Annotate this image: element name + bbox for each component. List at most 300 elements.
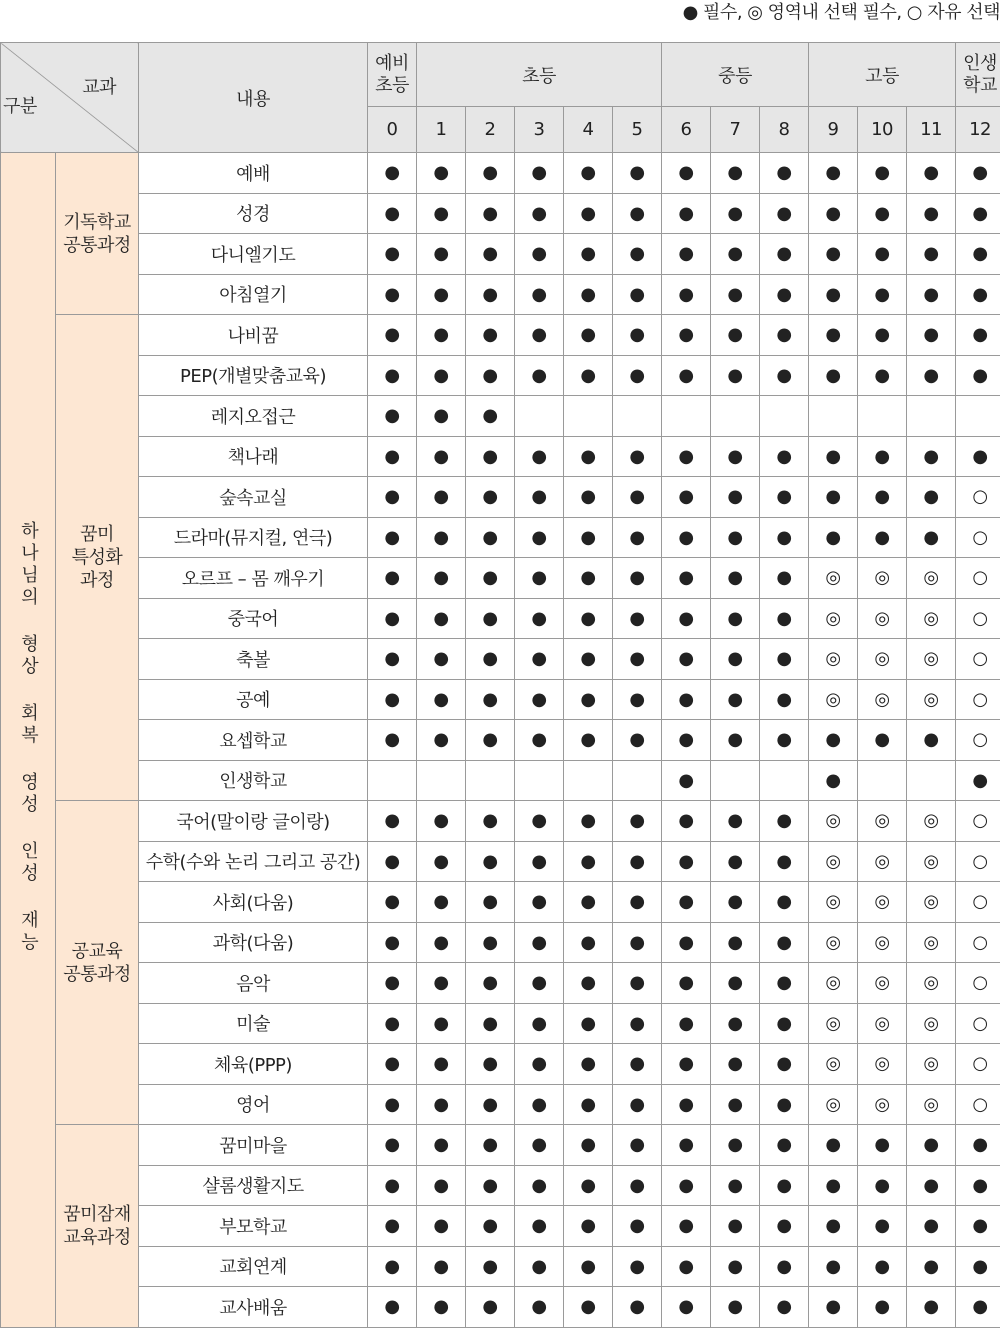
mark-cell: ●	[564, 274, 613, 315]
mark-cell: ●	[368, 1003, 417, 1044]
mark-cell: ●	[760, 841, 809, 882]
mark-cell: ●	[907, 234, 956, 275]
header-life-school: 인생 학교	[956, 43, 1000, 107]
mark-cell	[907, 396, 956, 437]
content-cell: 오르프 – 몸 깨우기	[139, 558, 368, 599]
mark-cell: ●	[907, 1165, 956, 1206]
mark-cell: ●	[564, 1165, 613, 1206]
content-cell: 예배	[139, 153, 368, 194]
mark-cell: ●	[368, 436, 417, 477]
mark-cell: ◎	[907, 558, 956, 599]
mark-cell: ●	[662, 720, 711, 761]
table-row	[1, 355, 1000, 396]
mark-cell: ●	[858, 234, 907, 275]
grade-header-10: 10	[858, 107, 907, 153]
mark-cell: ●	[760, 922, 809, 963]
table-row	[1, 1044, 1000, 1085]
mark-cell: ●	[466, 315, 515, 356]
mark-cell: ●	[515, 1287, 564, 1328]
mark-cell: ●	[711, 598, 760, 639]
mark-cell: ●	[711, 274, 760, 315]
content-cell: 요셉학교	[139, 720, 368, 761]
mark-cell: ○	[956, 720, 1000, 761]
mark-cell: ●	[613, 1084, 662, 1125]
mark-cell: ●	[662, 841, 711, 882]
mark-cell: ●	[809, 720, 858, 761]
mark-cell: ●	[417, 193, 466, 234]
mark-cell: ●	[662, 1165, 711, 1206]
mark-cell	[466, 760, 515, 801]
mark-cell: ●	[956, 436, 1000, 477]
mark-cell: ●	[466, 1003, 515, 1044]
mark-cell: ●	[662, 558, 711, 599]
grade-header-3: 3	[515, 107, 564, 153]
mark-cell: ●	[564, 598, 613, 639]
mark-cell: ●	[466, 720, 515, 761]
mark-cell: ●	[613, 1044, 662, 1085]
mark-cell: ●	[613, 598, 662, 639]
mark-cell: ●	[564, 436, 613, 477]
mark-cell: ●	[564, 1206, 613, 1247]
mark-cell: ●	[368, 315, 417, 356]
mark-cell: ●	[466, 1125, 515, 1166]
mark-cell: ◎	[858, 841, 907, 882]
mark-cell: ●	[809, 193, 858, 234]
mark-cell: ●	[613, 355, 662, 396]
mark-cell: ●	[417, 436, 466, 477]
mark-cell	[613, 396, 662, 437]
mark-cell: ●	[760, 882, 809, 923]
mark-cell: ●	[956, 355, 1000, 396]
content-cell: 음악	[139, 963, 368, 1004]
mark-cell: ●	[417, 679, 466, 720]
content-cell: 공예	[139, 679, 368, 720]
table-row	[1, 679, 1000, 720]
mark-cell: ●	[613, 1125, 662, 1166]
mark-cell: ●	[515, 1003, 564, 1044]
mark-cell: ●	[613, 274, 662, 315]
mark-cell	[809, 396, 858, 437]
mark-cell: ●	[466, 436, 515, 477]
mark-cell: ○	[956, 639, 1000, 680]
mark-cell: ●	[711, 1165, 760, 1206]
mark-cell: ●	[907, 1206, 956, 1247]
mark-cell: ●	[711, 1246, 760, 1287]
mark-cell: ◎	[809, 1084, 858, 1125]
mark-cell: ●	[466, 639, 515, 680]
mark-cell: ●	[956, 315, 1000, 356]
mark-cell: ●	[613, 153, 662, 194]
mark-cell: ●	[515, 436, 564, 477]
mark-cell: ●	[466, 396, 515, 437]
mark-cell: ●	[417, 1287, 466, 1328]
header-middle: 중등	[662, 43, 809, 107]
mark-cell: ●	[711, 558, 760, 599]
mark-cell: ●	[907, 436, 956, 477]
mark-cell: ●	[515, 1044, 564, 1085]
mark-cell: ◎	[907, 1084, 956, 1125]
mark-cell: ●	[907, 193, 956, 234]
mark-cell: ●	[760, 355, 809, 396]
mark-cell: ●	[515, 963, 564, 1004]
mark-cell: ●	[711, 477, 760, 518]
mark-cell: ●	[613, 1165, 662, 1206]
mark-cell: ○	[956, 477, 1000, 518]
mark-cell: ●	[368, 396, 417, 437]
mark-cell: ◎	[858, 963, 907, 1004]
mark-cell: ●	[809, 517, 858, 558]
mark-cell: ●	[907, 274, 956, 315]
content-cell: 부모학교	[139, 1206, 368, 1247]
mark-cell: ◎	[907, 882, 956, 923]
table-row	[1, 598, 1000, 639]
mark-cell: ●	[515, 558, 564, 599]
mark-cell: ●	[564, 922, 613, 963]
mark-cell: ●	[858, 1165, 907, 1206]
mark-cell: ●	[417, 841, 466, 882]
mark-cell: ●	[466, 153, 515, 194]
mark-cell	[662, 396, 711, 437]
mark-cell: ●	[466, 1206, 515, 1247]
mark-cell: ●	[466, 1287, 515, 1328]
group-label: 공교육 공통과정	[56, 801, 139, 1125]
mark-cell	[515, 760, 564, 801]
table-row	[1, 193, 1000, 234]
mark-cell: ◎	[907, 922, 956, 963]
mark-cell: ◎	[858, 598, 907, 639]
mark-cell: ●	[466, 1165, 515, 1206]
mark-cell: ●	[613, 234, 662, 275]
mark-cell: ◎	[907, 841, 956, 882]
mark-cell: ●	[956, 1246, 1000, 1287]
mark-cell: ●	[711, 679, 760, 720]
mark-cell: ●	[368, 355, 417, 396]
mark-cell: ●	[613, 315, 662, 356]
mark-cell: ●	[809, 315, 858, 356]
mark-cell	[760, 760, 809, 801]
mark-cell: ●	[515, 234, 564, 275]
mark-cell: ●	[907, 1246, 956, 1287]
mark-cell: ●	[760, 1165, 809, 1206]
mark-cell: ◎	[858, 1084, 907, 1125]
mark-cell: ●	[956, 234, 1000, 275]
mark-cell	[907, 760, 956, 801]
mark-cell: ●	[368, 558, 417, 599]
mark-cell: ●	[564, 1246, 613, 1287]
content-cell: 교회연계	[139, 1246, 368, 1287]
content-cell: 드라마(뮤지컬, 연극)	[139, 517, 368, 558]
table-row	[1, 274, 1000, 315]
mark-cell: ●	[662, 193, 711, 234]
mark-cell: ●	[368, 1084, 417, 1125]
mark-cell: ●	[466, 841, 515, 882]
mark-cell: ●	[613, 1246, 662, 1287]
mark-cell: ●	[466, 517, 515, 558]
mark-cell: ●	[711, 153, 760, 194]
mark-cell: ●	[760, 1287, 809, 1328]
mark-cell: ●	[711, 639, 760, 680]
header-pre-elementary: 예비 초등	[368, 43, 417, 107]
mark-cell: ●	[515, 801, 564, 842]
content-cell: 다니엘기도	[139, 234, 368, 275]
mark-cell: ●	[760, 963, 809, 1004]
mark-cell: ◎	[858, 679, 907, 720]
mark-cell: ●	[858, 517, 907, 558]
mark-cell: ●	[858, 274, 907, 315]
mark-cell: ●	[760, 801, 809, 842]
content-cell: 과학(다움)	[139, 922, 368, 963]
mark-cell: ●	[858, 1246, 907, 1287]
content-cell: 수학(수와 논리 그리고 공간)	[139, 841, 368, 882]
mark-cell: ●	[956, 1206, 1000, 1247]
mark-cell: ●	[613, 922, 662, 963]
grade-header-4: 4	[564, 107, 613, 153]
mark-cell: ◎	[858, 639, 907, 680]
mark-cell: ●	[613, 477, 662, 518]
side-category-label	[1, 153, 56, 1328]
mark-cell: ●	[613, 558, 662, 599]
table-row	[1, 1206, 1000, 1247]
mark-cell: ●	[466, 1246, 515, 1287]
grade-header-2: 2	[466, 107, 515, 153]
table-row	[1, 720, 1000, 761]
content-cell: 축볼	[139, 639, 368, 680]
mark-cell: ●	[662, 234, 711, 275]
mark-cell: ●	[662, 517, 711, 558]
mark-cell: ◎	[809, 1003, 858, 1044]
mark-cell: ●	[809, 1206, 858, 1247]
mark-cell: ●	[613, 517, 662, 558]
mark-cell: ●	[760, 1044, 809, 1085]
mark-cell: ●	[662, 801, 711, 842]
mark-cell: ●	[368, 274, 417, 315]
mark-cell: ●	[564, 234, 613, 275]
mark-cell: ●	[466, 355, 515, 396]
mark-cell: ●	[564, 1003, 613, 1044]
mark-cell: ○	[956, 841, 1000, 882]
table-row	[1, 558, 1000, 599]
mark-cell: ●	[711, 801, 760, 842]
mark-cell: ●	[760, 153, 809, 194]
mark-cell: ●	[466, 193, 515, 234]
mark-cell: ◎	[809, 841, 858, 882]
mark-cell: ●	[711, 1084, 760, 1125]
mark-cell: ●	[809, 153, 858, 194]
mark-cell: ●	[613, 1287, 662, 1328]
mark-cell: ●	[564, 1125, 613, 1166]
mark-cell: ●	[711, 882, 760, 923]
table-row	[1, 760, 1000, 801]
table-row	[1, 234, 1000, 275]
mark-cell: ◎	[809, 882, 858, 923]
mark-cell: ●	[417, 882, 466, 923]
content-cell: 꿈미마을	[139, 1125, 368, 1166]
mark-cell: ○	[956, 1003, 1000, 1044]
mark-cell: ●	[368, 639, 417, 680]
mark-cell: ●	[417, 477, 466, 518]
mark-cell: ●	[662, 598, 711, 639]
mark-cell	[564, 760, 613, 801]
mark-cell: ●	[417, 720, 466, 761]
mark-cell: ●	[760, 558, 809, 599]
table-row	[1, 922, 1000, 963]
mark-cell: ●	[662, 760, 711, 801]
mark-cell	[515, 396, 564, 437]
mark-cell: ●	[956, 153, 1000, 194]
mark-cell: ●	[368, 193, 417, 234]
mark-cell: ●	[711, 1044, 760, 1085]
mark-cell: ●	[662, 477, 711, 518]
mark-cell: ●	[760, 1003, 809, 1044]
mark-cell: ◎	[858, 558, 907, 599]
mark-cell: ●	[858, 315, 907, 356]
mark-cell: ●	[466, 882, 515, 923]
mark-cell: ●	[564, 1287, 613, 1328]
mark-cell: ●	[711, 1206, 760, 1247]
mark-cell: ●	[417, 1246, 466, 1287]
mark-cell: ●	[417, 1084, 466, 1125]
mark-cell: ●	[858, 193, 907, 234]
mark-cell: ●	[662, 963, 711, 1004]
mark-cell: ●	[564, 882, 613, 923]
mark-cell	[564, 396, 613, 437]
content-cell: 영어	[139, 1084, 368, 1125]
mark-cell: ●	[956, 1165, 1000, 1206]
mark-cell: ●	[662, 882, 711, 923]
mark-cell: ●	[613, 841, 662, 882]
mark-cell: ●	[417, 274, 466, 315]
mark-cell: ●	[711, 1287, 760, 1328]
mark-cell	[760, 396, 809, 437]
mark-cell: ●	[858, 1287, 907, 1328]
table-row	[1, 1246, 1000, 1287]
mark-cell: ●	[466, 477, 515, 518]
mark-cell: ●	[368, 922, 417, 963]
header-elementary: 초등	[417, 43, 662, 107]
mark-cell: ●	[466, 234, 515, 275]
mark-cell: ●	[417, 153, 466, 194]
mark-cell: ●	[564, 355, 613, 396]
mark-cell: ○	[956, 1044, 1000, 1085]
table-row	[1, 1125, 1000, 1166]
mark-cell: ●	[564, 193, 613, 234]
mark-cell: ●	[760, 234, 809, 275]
mark-cell: ●	[515, 517, 564, 558]
legend: ● 필수, ◎ 영역내 선택 필수, ○ 자유 선택	[682, 2, 1000, 23]
mark-cell: ●	[417, 1165, 466, 1206]
mark-cell: ○	[956, 679, 1000, 720]
mark-cell: ●	[417, 639, 466, 680]
mark-cell: ●	[368, 1206, 417, 1247]
mark-cell: ●	[711, 315, 760, 356]
group-label: 꿈미 특성화 과정	[56, 315, 139, 801]
mark-cell: ●	[907, 153, 956, 194]
mark-cell: ●	[711, 922, 760, 963]
grade-header-7: 7	[711, 107, 760, 153]
mark-cell: ●	[662, 355, 711, 396]
mark-cell: ◎	[858, 801, 907, 842]
mark-cell: ●	[662, 1003, 711, 1044]
mark-cell: ●	[760, 315, 809, 356]
mark-cell: ○	[956, 558, 1000, 599]
mark-cell: ●	[515, 1125, 564, 1166]
mark-cell: ●	[466, 1084, 515, 1125]
mark-cell: ●	[711, 193, 760, 234]
mark-cell: ●	[956, 193, 1000, 234]
side-category-text: 하나님의 형상 회복 영성 인성 재능	[18, 520, 39, 954]
mark-cell: ●	[368, 234, 417, 275]
mark-cell	[711, 396, 760, 437]
mark-cell: ◎	[858, 1003, 907, 1044]
mark-cell: ◎	[809, 801, 858, 842]
content-cell: 체육(PPP)	[139, 1044, 368, 1085]
content-cell: PEP(개별맞춤교육)	[139, 355, 368, 396]
mark-cell: ●	[368, 720, 417, 761]
mark-cell: ●	[662, 1206, 711, 1247]
mark-cell: ●	[760, 1206, 809, 1247]
mark-cell: ●	[809, 1246, 858, 1287]
mark-cell: ●	[466, 1044, 515, 1085]
mark-cell: ○	[956, 882, 1000, 923]
content-cell: 중국어	[139, 598, 368, 639]
grade-header-12: 12	[956, 107, 1000, 153]
mark-cell: ●	[760, 1125, 809, 1166]
header-corner	[1, 43, 139, 153]
mark-cell	[613, 760, 662, 801]
grade-header-9: 9	[809, 107, 858, 153]
grade-header-8: 8	[760, 107, 809, 153]
table-row	[1, 1287, 1000, 1328]
content-cell: 샬롬생활지도	[139, 1165, 368, 1206]
header-high: 고등	[809, 43, 956, 107]
mark-cell	[858, 396, 907, 437]
mark-cell: ●	[368, 1165, 417, 1206]
mark-cell: ○	[956, 801, 1000, 842]
mark-cell: ●	[515, 193, 564, 234]
mark-cell: ●	[760, 1246, 809, 1287]
mark-cell: ●	[564, 679, 613, 720]
table-row	[1, 1084, 1000, 1125]
mark-cell: ●	[417, 1003, 466, 1044]
table-row	[1, 396, 1000, 437]
mark-cell: ●	[662, 436, 711, 477]
content-cell: 나비꿈	[139, 315, 368, 356]
mark-cell: ○	[956, 1084, 1000, 1125]
mark-cell: ●	[417, 963, 466, 1004]
mark-cell: ●	[368, 841, 417, 882]
mark-cell: ●	[858, 436, 907, 477]
mark-cell: ●	[515, 679, 564, 720]
mark-cell: ◎	[907, 598, 956, 639]
mark-cell: ●	[809, 355, 858, 396]
mark-cell: ●	[368, 1246, 417, 1287]
mark-cell: ●	[711, 355, 760, 396]
mark-cell: ●	[613, 1003, 662, 1044]
mark-cell: ●	[368, 679, 417, 720]
mark-cell: ●	[466, 922, 515, 963]
content-cell: 성경	[139, 193, 368, 234]
table-row	[1, 882, 1000, 923]
mark-cell	[417, 760, 466, 801]
mark-cell: ◎	[858, 882, 907, 923]
mark-cell: ●	[564, 639, 613, 680]
mark-cell: ●	[809, 234, 858, 275]
mark-cell: ●	[809, 1165, 858, 1206]
mark-cell: ●	[858, 1206, 907, 1247]
mark-cell: ●	[956, 1125, 1000, 1166]
mark-cell: ●	[956, 274, 1000, 315]
content-cell: 국어(말이랑 글이랑)	[139, 801, 368, 842]
